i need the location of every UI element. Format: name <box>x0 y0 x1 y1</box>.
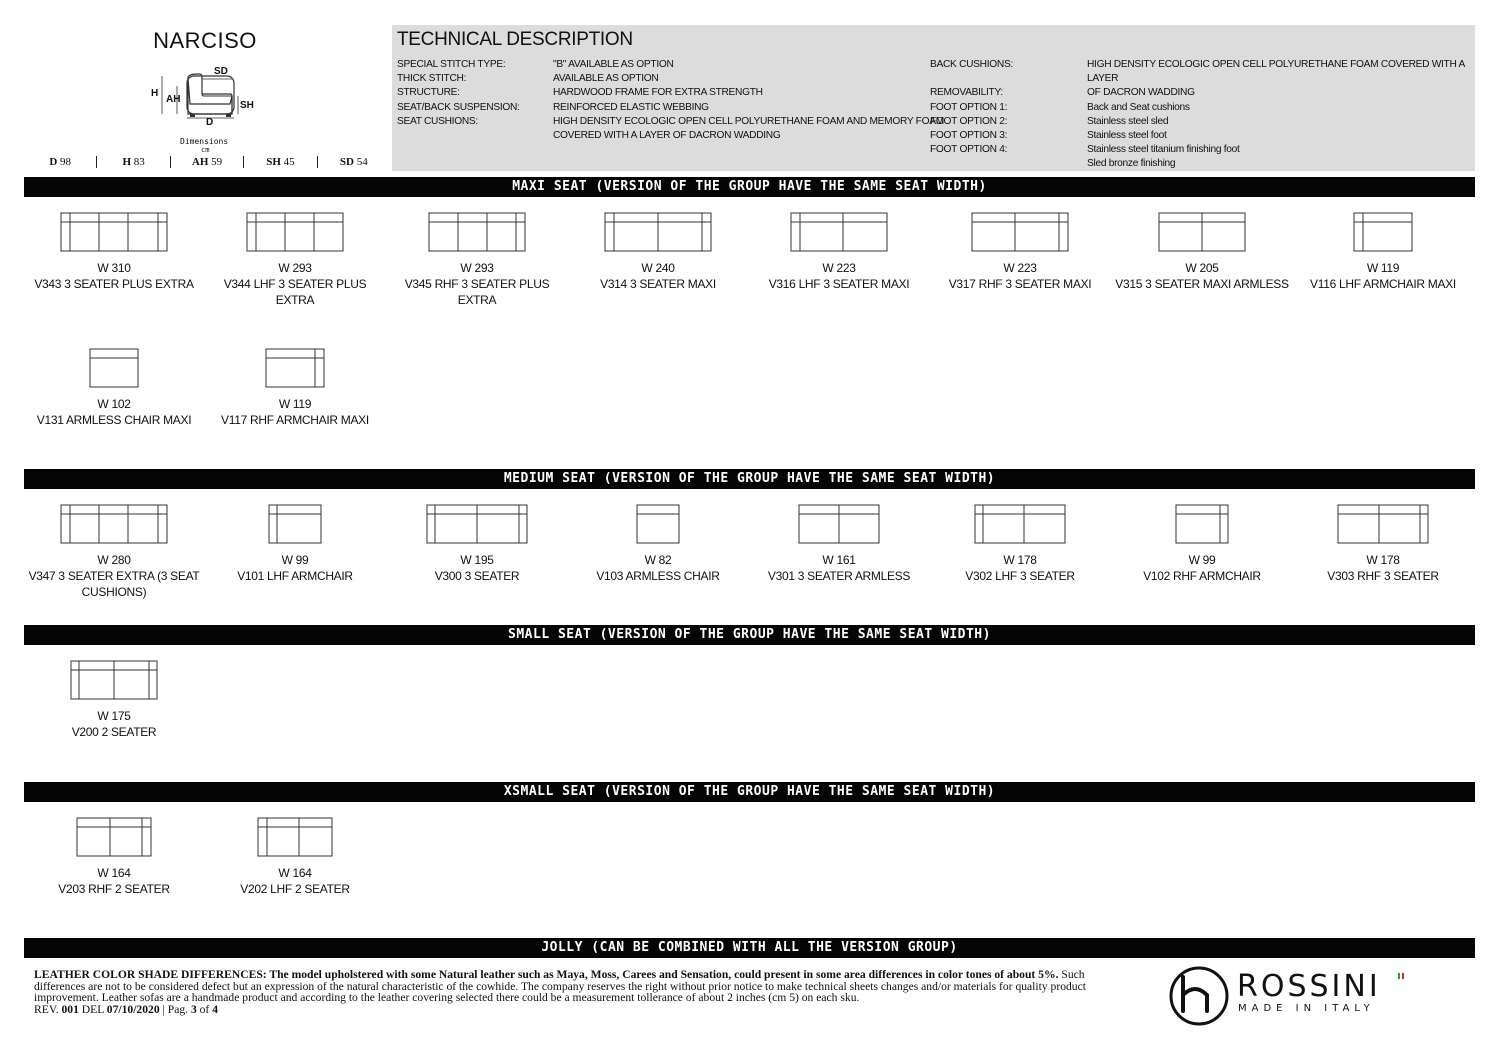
item-width: W 102 <box>97 397 131 411</box>
item-width: W 205 <box>1185 261 1219 275</box>
sofa-plan-icon <box>246 212 344 252</box>
product-item <box>205 212 385 308</box>
item-name: V203 RHF 2 SEATER <box>58 882 170 896</box>
product-item <box>205 348 385 428</box>
sofa-plan-icon <box>1353 212 1413 252</box>
item-name: V344 LHF 3 SEATER PLUS EXTRA <box>223 277 367 307</box>
diagram-label-h: H <box>151 88 159 99</box>
spec-left-values: "B" AVAILABLE AS OPTION AVAILABLE AS OPTION HARDWOOD FRAME FOR EXTRA STRENGTH REINFORCED ELASTIC WEBBING HIGH DENSITY ECOLOGIC OPEN CELL POLYURETHANE FOAM AND MEMORY FOAM COVERED WITH A LAYER OF DACRON WADDING <box>553 59 944 142</box>
item-name: V101 LHF ARMCHAIR <box>237 569 353 583</box>
item-name: V116 LHF ARMCHAIR MAXI <box>1310 277 1456 291</box>
spec-left-labels: SPECIAL STITCH TYPE: THICK STITCH: STRUCTURE: SEAT/BACK SUSPENSION: SEAT CUSHIONS: <box>397 59 520 127</box>
item-width: W 310 <box>97 261 131 275</box>
revision-number: 001 <box>61 1002 79 1016</box>
sofa-plan-icon <box>70 660 158 700</box>
product-item <box>387 212 567 308</box>
sofa-plan-icon <box>604 212 712 252</box>
diagram-unit: cm <box>201 146 210 154</box>
item-width: W 164 <box>97 866 131 880</box>
sofa-plan-icon <box>636 504 680 544</box>
item-name: V314 3 SEATER MAXI <box>600 277 716 291</box>
dimension-d: D 98 <box>24 156 97 168</box>
product-item <box>205 504 385 584</box>
item-name: V303 RHF 3 SEATER <box>1327 569 1439 583</box>
diagram-caption: Dimensions <box>180 137 229 146</box>
italian-flag-dot-icon <box>1398 973 1404 979</box>
item-name: V301 3 SEATER ARMLESS <box>767 569 911 583</box>
sofa-plan-icon <box>76 817 152 857</box>
product-item <box>24 504 204 600</box>
sofa-plan-icon <box>1175 504 1229 544</box>
item-width: W 195 <box>460 553 494 567</box>
item-name: V302 LHF 3 SEATER <box>965 569 1075 583</box>
item-name: V343 3 SEATER PLUS EXTRA <box>34 277 194 291</box>
dimension-sh: SH 45 <box>244 156 317 168</box>
item-width: W 293 <box>460 261 494 275</box>
sofa-plan-icon <box>60 504 168 544</box>
product-item <box>24 348 204 428</box>
item-width: W 99 <box>281 553 309 567</box>
spec-right-labels: BACK CUSHIONS: REMOVABILITY: FOOT OPTION 1: FOOT OPTION 2: FOOT OPTION 3: FOOT OPTION 4: <box>930 59 1013 156</box>
item-width: W 293 <box>278 261 312 275</box>
product-item <box>1293 504 1473 584</box>
rossini-emblem-icon <box>1168 965 1230 1027</box>
sofa-plan-icon <box>1158 212 1246 252</box>
dimensions-row <box>24 156 390 168</box>
dimension-diagram <box>140 64 275 154</box>
sofa-plan-icon <box>790 212 888 252</box>
diagram-label-sd: SD <box>214 66 228 77</box>
item-width: W 82 <box>644 553 672 567</box>
sofa-plan-icon <box>428 212 526 252</box>
sofa-plan-icon <box>89 348 139 388</box>
section-band-xsmall: XSMALL SEAT (VERSION OF THE GROUP HAVE THE SAME SEAT WIDTH) <box>24 782 1475 802</box>
product-item <box>930 212 1110 292</box>
item-width: W 178 <box>1003 553 1037 567</box>
section-band-small: SMALL SEAT (VERSION OF THE GROUP HAVE THE SAME SEAT WIDTH) <box>24 625 1475 645</box>
item-width: W 119 <box>278 397 312 411</box>
item-name: V300 3 SEATER <box>434 569 520 583</box>
item-width: W 175 <box>97 709 131 723</box>
sofa-plan-icon <box>974 504 1066 544</box>
item-name: V117 RHF ARMCHAIR MAXI <box>221 413 369 427</box>
item-width: W 119 <box>1366 261 1400 275</box>
revision-date: 07/10/2020 <box>106 1002 160 1016</box>
item-name: V131 ARMLESS CHAIR MAXI <box>36 413 192 427</box>
dimension-h: H 83 <box>97 156 170 168</box>
item-name: V202 LHF 2 SEATER <box>240 882 350 896</box>
sofa-plan-icon <box>268 504 322 544</box>
page-total: 4 <box>212 1002 218 1016</box>
product-item <box>1112 212 1292 292</box>
diagram-label-ah: AH <box>166 94 181 105</box>
product-item <box>205 817 385 897</box>
item-width: W 223 <box>1003 261 1037 275</box>
model-name: NARCISO <box>153 28 257 53</box>
diagram-label-sh: SH <box>240 100 254 111</box>
leather-shade-notice: LEATHER COLOR SHADE DIFFERENCES: The model upholstered with some Natural leather such as Maya, Moss, Carees and Sensation, could present in some area differences in color tones of about 5%. <box>34 968 1059 981</box>
sofa-plan-icon <box>60 212 168 252</box>
item-width: W 178 <box>1366 553 1400 567</box>
item-name: V102 RHF ARMCHAIR <box>1143 569 1261 583</box>
product-item <box>749 504 929 584</box>
item-width: W 223 <box>822 261 856 275</box>
item-name: V103 ARMLESS CHAIR <box>596 569 720 583</box>
brand-name: ROSSINI <box>1237 969 1381 1004</box>
product-item <box>749 212 929 292</box>
product-item <box>1112 504 1292 584</box>
footer-notes: LEATHER COLOR SHADE DIFFERENCES: The model upholstered with some Natural leather such as Maya, Moss, Carees and Sensation, could present in some area differences in color tones of about 5%. Such differences are not to be considered defect but an expression of the natural characteristic of the cowhide. The company reserves the right without prior notice to make technical sheets changes and/or materials for quality product improvement. Leather sofas are a handmade product and according to the leather covering selected there could be a measurement tollerance of about 2 inches (cm 5) on each sku. REV. 001 DEL 07/10/2020 | Pag. 3 of 4 <box>34 968 1086 1016</box>
item-width: W 161 <box>822 553 856 567</box>
item-name: V317 RHF 3 SEATER MAXI <box>948 277 1092 291</box>
section-band-jolly: JOLLY (CAN BE COMBINED WITH ALL THE VERSION GROUP) <box>24 938 1475 958</box>
section-band-medium: MEDIUM SEAT (VERSION OF THE GROUP HAVE THE SAME SEAT WIDTH) <box>24 469 1475 489</box>
technical-description-panel <box>392 25 1475 171</box>
product-item <box>568 504 748 584</box>
spec-right-values: HIGH DENSITY ECOLOGIC OPEN CELL POLYURETHANE FOAM COVERED WITH A LAYER OF DACRON WADDING Back and Seat cushions Stainless steel sled Stainless steel foot Stainless steel titanium finishing foot Sled bronze finishing <box>1087 59 1465 170</box>
item-name: V345 RHF 3 SEATER PLUS EXTRA <box>404 277 550 307</box>
product-item <box>24 212 204 292</box>
item-name: V316 LHF 3 SEATER MAXI <box>768 277 910 291</box>
sofa-plan-icon <box>971 212 1069 252</box>
item-name: V315 3 SEATER MAXI ARMLESS <box>1115 277 1289 291</box>
dimension-sd: SD 54 <box>339 156 368 168</box>
sofa-plan-icon <box>798 504 880 544</box>
page-number: 3 <box>190 1002 197 1016</box>
sofa-plan-icon <box>265 348 325 388</box>
product-item <box>568 212 748 292</box>
item-width: W 99 <box>1188 553 1216 567</box>
sofa-plan-icon <box>257 817 333 857</box>
brand-tagline: MADE IN ITALY <box>1238 1003 1375 1014</box>
product-item <box>24 817 204 897</box>
dimension-ah: AH 59 <box>171 156 244 168</box>
section-band-maxi: MAXI SEAT (VERSION OF THE GROUP HAVE THE SAME SEAT WIDTH) <box>24 177 1475 197</box>
technical-description-title: TECHNICAL DESCRIPTION <box>397 29 633 50</box>
sofa-plan-icon <box>426 504 528 544</box>
rossini-logo <box>1165 965 1425 1027</box>
item-width: W 164 <box>278 866 312 880</box>
item-width: W 240 <box>641 261 675 275</box>
item-name: V347 3 SEATER EXTRA (3 SEAT CUSHIONS) <box>28 569 200 599</box>
product-item <box>1293 212 1473 292</box>
footer-body: Such differences are not to be considered defect but an expression of the natural characteristic of the cowhide. The company reserves the right without prior notice to make technical sheets changes and/or materials for quality product improvement. Leather sofas are a handmade product and according to the leather covering selected there could be a measurement tollerance of about 2 inches (cm 5) on each sku. <box>34 968 1086 1005</box>
diagram-label-d: D <box>206 117 214 128</box>
product-item <box>930 504 1110 584</box>
product-item <box>24 660 204 740</box>
item-width: W 280 <box>97 553 131 567</box>
item-name: V200 2 SEATER <box>71 725 157 739</box>
sofa-plan-icon <box>1337 504 1429 544</box>
product-item <box>387 504 567 584</box>
